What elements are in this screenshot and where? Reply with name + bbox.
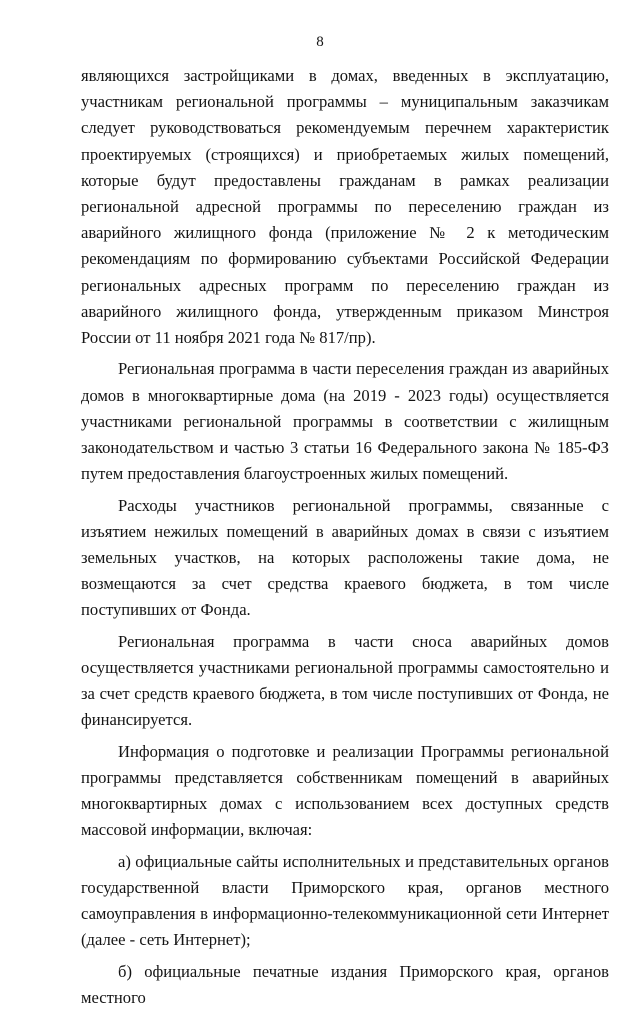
paragraph-resettlement: Региональная программа в части переселения граждан из аварийных домов в многоквартирные дома (на 2019 - 2023 годы) осуществляется участниками региональной программы в соответствии с жилищным законодательством и частью 3 статьи 16 Федерального закона № 185-ФЗ путем предоставления благоустроенных жилых помещений. (81, 359, 609, 484)
document-body (81, 63, 609, 1011)
paragraph-developers: являющихся застройщиками в домах, введенных в эксплуатацию, участникам региональной программы – муниципальным заказчикам следует руководствоваться рекомендуемым перечнем характеристик проектируемых (строящихся) и приобретаемых жилых помещений, которые будут предоставлены гражданам в рамках реализации региональной адресной программы по переселению граждан из аварийного жилищного фонда (приложение № 2 к методическим рекомендациям по формированию субъектами Российской Федерации региональных адресных программ по переселению граждан из аварийного жилищного фонда, утвержденным приказом Минстроя России от 11 ноября 2021 года № 817/пр). (81, 66, 609, 348)
paragraph-information: Информация о подготовке и реализации Программы региональной программы представляется собственникам помещений в аварийных многоквартирных домах с использованием всех доступных средств массовой информации, включая: (81, 741, 609, 840)
page-number: 8 (316, 34, 324, 50)
paragraph-expenses: Расходы участников региональной программы, связанные с изъятием нежилых помещений в аварийных домах в связи с изъятием земельных участков, на которых расположены такие дома, не возмещаются за счет средства краевого бюджета, в том числе поступивших от Фонда. (81, 495, 609, 620)
list-item-a: а) официальные сайты исполнительных и представительных органов государственной власти Приморского края, органов местного самоуправления в информационно-телекоммуникационной сети Интернет (далее - сеть Интернет); (81, 851, 609, 950)
list-item-b: б) официальные печатные издания Приморского края, органов местного (81, 961, 609, 1008)
paragraph-demolition: Региональная программа в части сноса аварийных домов осуществляется участниками региональной программы самостоятельно и за счет средств краевого бюджета, в том числе поступивших от Фонда, не финансируется. (81, 631, 609, 730)
